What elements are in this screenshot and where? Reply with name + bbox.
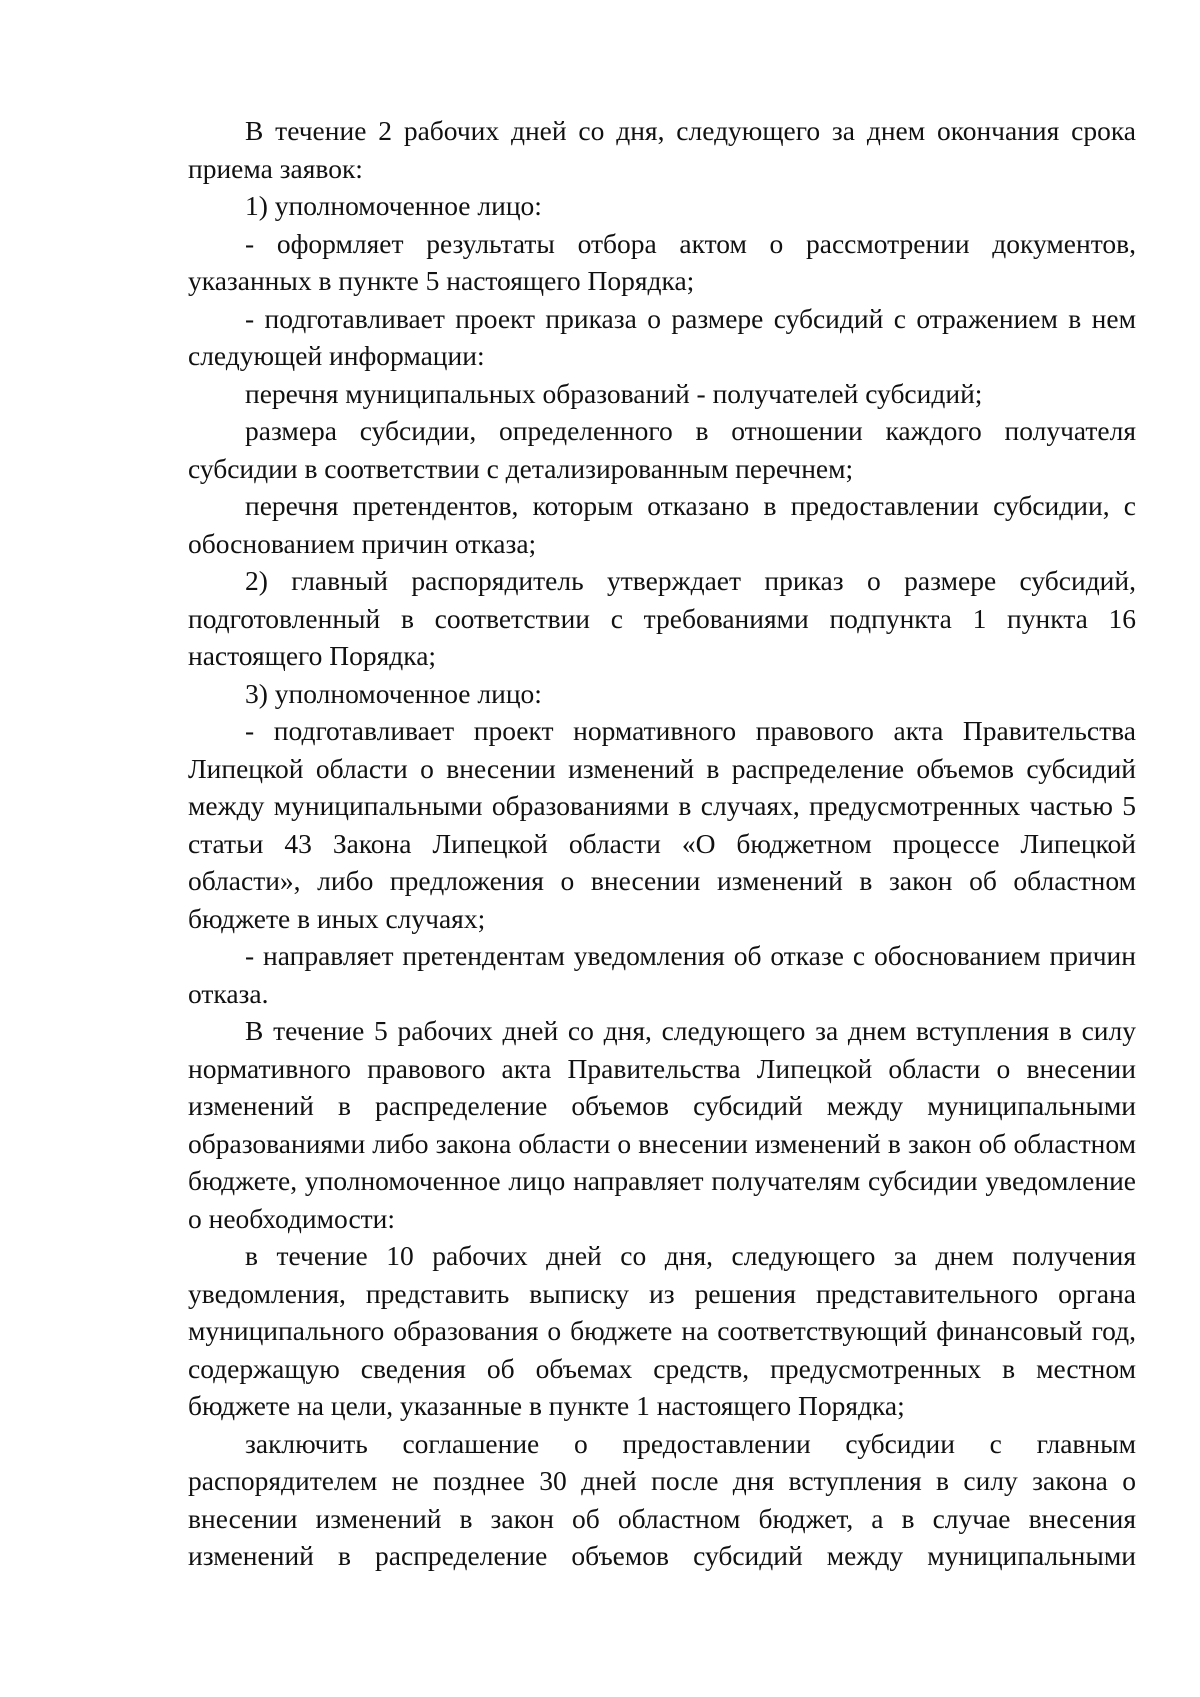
paragraph-4: - подготавливает проект приказа о размере субсидий с отражением в нем следующей информации:: [188, 302, 1136, 371]
paragraph-10: - подготавливает проект нормативного правового акта Правительства Липецкой области о внесении изменений в распределение объемов субсидий между муниципальными образованиями в случаях, предусмотренных частью 5 статьи 43 Закона Липецкой области «О бюджетном процессе Липецкой области», либо предложения о внесении изменений в закон об областном бюджете в иных случаях;: [188, 715, 1136, 934]
paragraph-14: заключить соглашение о предоставлении субсидии с главным распорядителем не позднее 30 дней после дня вступления в силу закона о внесении изменений в закон об областном бюджет, а в случае внесения изменений в распределение объемов субсидий между муниципальными: [188, 1427, 1136, 1571]
paragraph-1: В течение 2 рабочих дней со дня, следующего за днем окончания срока приема заявок:: [188, 115, 1136, 184]
paragraph-6: размера субсидии, определенного в отношении каждого получателя субсидии в соответствии с детализированным перечнем;: [188, 415, 1136, 484]
paragraph-3: - оформляет результаты отбора актом о рассмотрении документов, указанных в пункте 5 настоящего Порядка;: [188, 227, 1136, 296]
paragraph-13: в течение 10 рабочих дней со дня, следующего за днем получения уведомления, представить выписку из решения представительного органа муниципального образования о бюджете на соответствующий финансовый год, содержащую сведения об объемах средств, предусмотренных в местном бюджете на цели, указанные в пункте 1 настоящего Порядка;: [188, 1240, 1136, 1421]
paragraph-2: 1) уполномоченное лицо:: [245, 190, 542, 221]
paragraph-5: перечня муниципальных образований - получателей субсидий;: [245, 377, 983, 409]
paragraph-8: 2) главный распорядитель утверждает приказ о размере субсидий, подготовленный в соответствии с требованиями подпункта 1 пункта 16 настоящего Порядка;: [188, 565, 1136, 671]
paragraph-9: 3) уполномоченное лицо:: [245, 677, 542, 709]
paragraph-11: - направляет претендентам уведомления об отказе с обоснованием причин отказа.: [188, 940, 1136, 1009]
document-page: [188, 112, 1136, 1575]
paragraph-7: перечня претендентов, которым отказано в предоставлении субсидии, с обоснованием причин отказа;: [188, 490, 1136, 559]
paragraph-12: В течение 5 рабочих дней со дня, следующего за днем вступления в силу нормативного правового акта Правительства Липецкой области о внесении изменений в распределение объемов субсидий между муниципальными образованиями либо закона области о внесении изменений в закон об областном бюджете, уполномоченное лицо направляет получателям субсидии уведомление о необходимости:: [188, 1015, 1136, 1234]
